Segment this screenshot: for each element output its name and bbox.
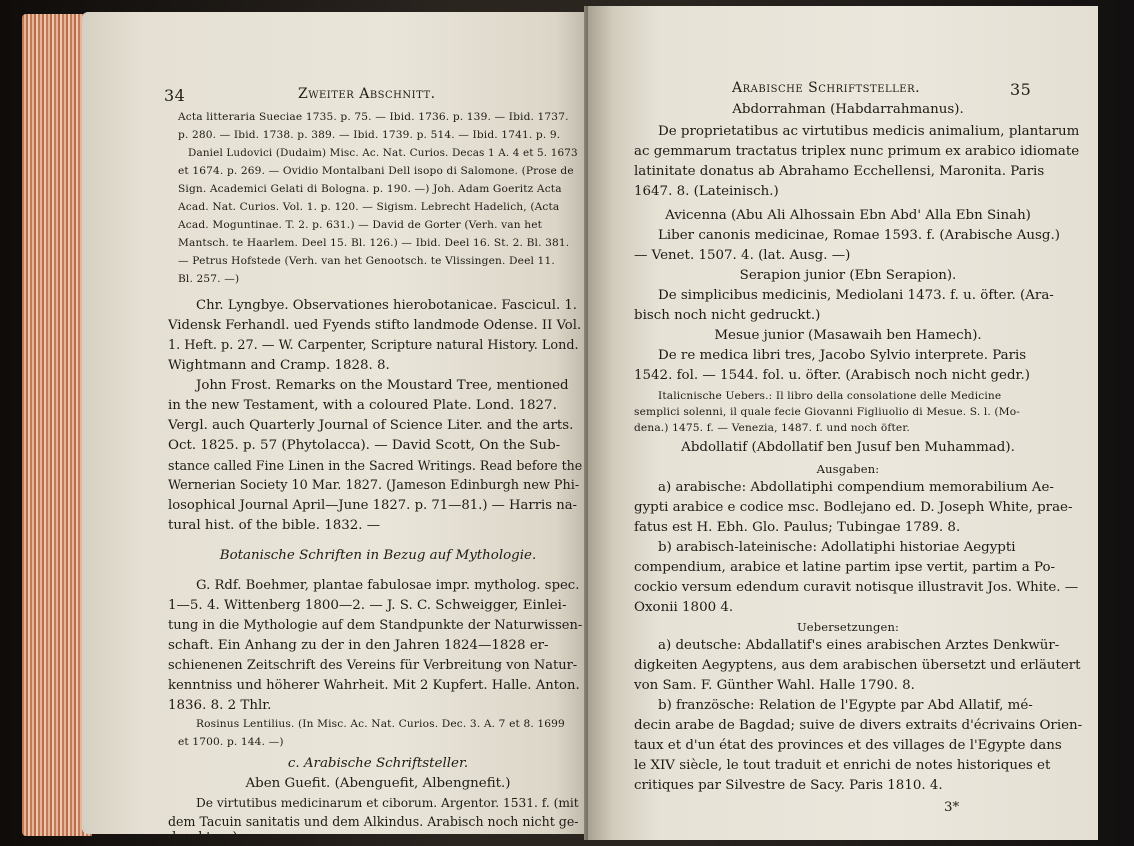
text-line: p. 280. — Ibid. 1738. p. 389. — Ibid. 1739. p. 514. — Ibid. 1741. p. 9. bbox=[178, 129, 561, 141]
text-line: taux et d'un état des provinces et des villages de l'Egypte dans bbox=[634, 738, 1062, 753]
entry-heading: Abdollatif (Abdollatif ben Jusuf ben Muhammad). bbox=[681, 440, 1015, 455]
text-line: dem Tacuin sanitatis und dem Alkindus. Arabisch noch nicht ge- bbox=[168, 814, 579, 829]
text-line: schienenen Zeitschrift des Vereins für Verbreitung von Natur- bbox=[168, 658, 578, 673]
subheading: Uebersetzungen: bbox=[796, 620, 900, 634]
text-line: De simplicibus medicinis, Mediolani 1473. f. u. öfter. (Ara- bbox=[658, 288, 1054, 303]
text-line: decin arabe de Bagdad; suive de divers extraits d'écrivains Orien- bbox=[634, 718, 1083, 733]
text-line: ac gemmarum tractatus triplex nunc primum ex arabico idiomate bbox=[634, 144, 1080, 159]
text-line: latinitate donatus ab Abrahamo Ecchellensi, Maronita. Paris bbox=[634, 164, 1045, 179]
text-line: Wightmann and Cramp. 1828. 8. bbox=[168, 358, 390, 373]
text-line: 1. Heft. p. 27. — W. Carpenter, Scripture natural History. Lond. bbox=[168, 338, 579, 353]
text-line: Mantsch. te Haarlem. Deel 15. Bl. 126.) — Ibid. Deel 16. St. 2. Bl. 381. bbox=[178, 237, 570, 249]
text-line: 1542. fol. — 1544. fol. u. öfter. (Arabisch noch nicht gedr.) bbox=[634, 368, 1030, 383]
text-line: De proprietatibus ac virtutibus medicis animalium, plantarum bbox=[658, 124, 1080, 139]
entry-heading: Aben Guefit. (Abenguefit, Albengnefit.) bbox=[245, 776, 511, 791]
text-line: von Sam. F. Günther Wahl. Halle 1790. 8. bbox=[634, 678, 915, 693]
text-line: semplici solenni, il quale fecie Giovanni Figliuolio di Mesue. S. l. (Mo- bbox=[634, 406, 1020, 418]
text-line: schaft. Ein Anhang zu der in den Jahren 1824—1828 er- bbox=[168, 638, 549, 653]
text-line: stance called Fine Linen in the Sacred Writings. Read before the bbox=[168, 458, 583, 473]
section-heading: Botanische Schriften in Bezug auf Mythologie. bbox=[219, 548, 537, 563]
text-line: fatus est H. Ebh. Glo. Paulus; Tubingae 1789. 8. bbox=[634, 520, 961, 535]
text-line: Wernerian Society 10 Mar. 1827. (Jameson Edinburgh new Phi- bbox=[168, 478, 580, 493]
text-line: a) arabische: Abdollatiphi compendium memorabilium Ae- bbox=[658, 480, 1054, 495]
page-number-left: 34 bbox=[164, 86, 186, 105]
subheading: Ausgaben: bbox=[816, 462, 880, 476]
text-line: Oxonii 1800 4. bbox=[634, 600, 734, 615]
text-line: compendium, arabice et latine partim ipse vertit, partim a Po- bbox=[634, 560, 1056, 575]
text-line: Sign. Academici Gelati di Bologna. p. 190. —) Joh. Adam Goeritz Acta bbox=[178, 183, 562, 195]
entry-heading: Abdorrahman (Habdarrahmanus). bbox=[732, 102, 964, 117]
entry-heading: Serapion junior (Ebn Serapion). bbox=[739, 268, 957, 283]
text-line: 1836. 8. 2 Thlr. bbox=[168, 698, 272, 713]
left-page bbox=[82, 12, 596, 845]
text-line: Daniel Ludovici (Dudaim) Misc. Ac. Nat. Curios. Decas 1 A. 4 et 5. 1673 bbox=[188, 147, 578, 159]
text-line: De re medica libri tres, Jacobo Sylvio interprete. Paris bbox=[658, 348, 1027, 363]
running-head-left: Zweiter Abschnitt. bbox=[298, 86, 436, 102]
text-line: et 1674. p. 269. — Ovidio Montalbani Dell isopo di Salomone. (Prose de bbox=[178, 165, 574, 177]
text-line: le XIV siècle, le tout traduit et enrichi de notes historiques et bbox=[634, 758, 1051, 773]
section-heading: c. Arabische Schriftsteller. bbox=[287, 756, 469, 771]
text-line: 1647. 8. (Lateinisch.) bbox=[634, 184, 779, 199]
text-line: De virtutibus medicinarum et ciborum. Argentor. 1531. f. (mit bbox=[196, 796, 579, 810]
text-line: cockio versum edendum curavit notisque illustravit Jos. White. — bbox=[634, 580, 1079, 595]
text-line: 1—5. 4. Wittenberg 1800—2. — J. S. C. Schweigger, Einlei- bbox=[168, 598, 567, 613]
text-line: Vidensk Ferhandl. ued Fyends stifto landmode Odense. II Vol. bbox=[168, 318, 582, 333]
text-line: — Petrus Hofstede (Verh. van het Genootsch. te Vlissingen. Deel 11. bbox=[178, 255, 555, 267]
text-line: critiques par Silvestre de Sacy. Paris 1810. 4. bbox=[634, 778, 943, 793]
text-line: gypti arabice e codice msc. Bodlejano ed. D. Joseph White, prae- bbox=[634, 500, 1073, 515]
text-line: — Venet. 1507. 4. (lat. Ausg. —) bbox=[634, 248, 851, 263]
text-line: dena.) 1475. f. — Venezia, 1487. f. und noch öfter. bbox=[634, 422, 910, 434]
text-line: Liber canonis medicinae, Romae 1593. f. (Arabische Ausg.) bbox=[658, 228, 1060, 243]
text-line: Italicnische Uebers.: Il libro della consolatione delle Medicine bbox=[658, 390, 1002, 402]
text-line: digkeiten Aegyptens, aus dem arabischen übersetzt und erläutert bbox=[634, 658, 1081, 673]
signature-mark: 3* bbox=[944, 800, 960, 815]
text-line: in the new Testament, with a coloured Plate. Lond. 1827. bbox=[168, 398, 557, 413]
text-line: druckt. —) bbox=[168, 830, 238, 845]
text-line: a) deutsche: Abdallatif's eines arabischen Arztes Denkwür- bbox=[658, 638, 1060, 653]
right-page bbox=[588, 6, 1098, 840]
text-line: Bl. 257. —) bbox=[178, 273, 240, 285]
text-line: G. Rdf. Boehmer, plantae fabulosae impr. mytholog. spec. bbox=[196, 578, 580, 593]
entry-heading: Mesue junior (Masawaih ben Hamech). bbox=[714, 328, 982, 343]
text-line: tung in die Mythologie auf dem Standpunkte der Naturwissen- bbox=[168, 618, 583, 633]
text-line: Vergl. auch Quarterly Journal of Science Liter. and the arts. bbox=[168, 418, 574, 433]
text-line: et 1700. p. 144. —) bbox=[178, 736, 284, 748]
text-line: Acta litteraria Sueciae 1735. p. 75. — Ibid. 1736. p. 139. — Ibid. 1737. bbox=[178, 111, 569, 123]
entry-heading: Avicenna (Abu Ali Alhossain Ebn Abd' Alla Ebn Sinah) bbox=[665, 208, 1031, 223]
text-line: Acad. Nat. Curios. Vol. 1. p. 120. — Sigism. Lebrecht Hadelich, (Acta bbox=[178, 201, 560, 213]
text-line: Chr. Lyngbye. Observationes hierobotanicae. Fascicul. 1. bbox=[196, 298, 577, 313]
text-line: bisch noch nicht gedruckt.) bbox=[634, 308, 821, 323]
text-line: tural hist. of the bible. 1832. — bbox=[168, 518, 381, 533]
text-line: Acad. Moguntinae. T. 2. p. 631.) — David de Gorter (Verh. van het bbox=[178, 219, 543, 231]
text-line: kenntniss und höherer Wahrheit. Mit 2 Kupfert. Halle. Anton. bbox=[168, 678, 580, 693]
text-line: John Frost. Remarks on the Moustard Tree, mentioned bbox=[196, 378, 569, 393]
text-line: Oct. 1825. p. 57 (Phytolacca). — David Scott, On the Sub- bbox=[168, 438, 561, 453]
text-line: losophical Journal April—June 1827. p. 71—81.) — Harris na- bbox=[168, 498, 578, 513]
text-line: b) französche: Relation de l'Egypte par Abd Allatif, mé- bbox=[658, 698, 1033, 713]
text-line: Rosinus Lentilius. (In Misc. Ac. Nat. Curios. Dec. 3. A. 7 et 8. 1699 bbox=[196, 718, 565, 730]
page-number-right: 35 bbox=[1010, 80, 1032, 99]
running-head-right: Arabische Schriftsteller. bbox=[732, 80, 921, 96]
text-line: b) arabisch-lateinische: Adollatiphi historiae Aegypti bbox=[658, 540, 1016, 555]
